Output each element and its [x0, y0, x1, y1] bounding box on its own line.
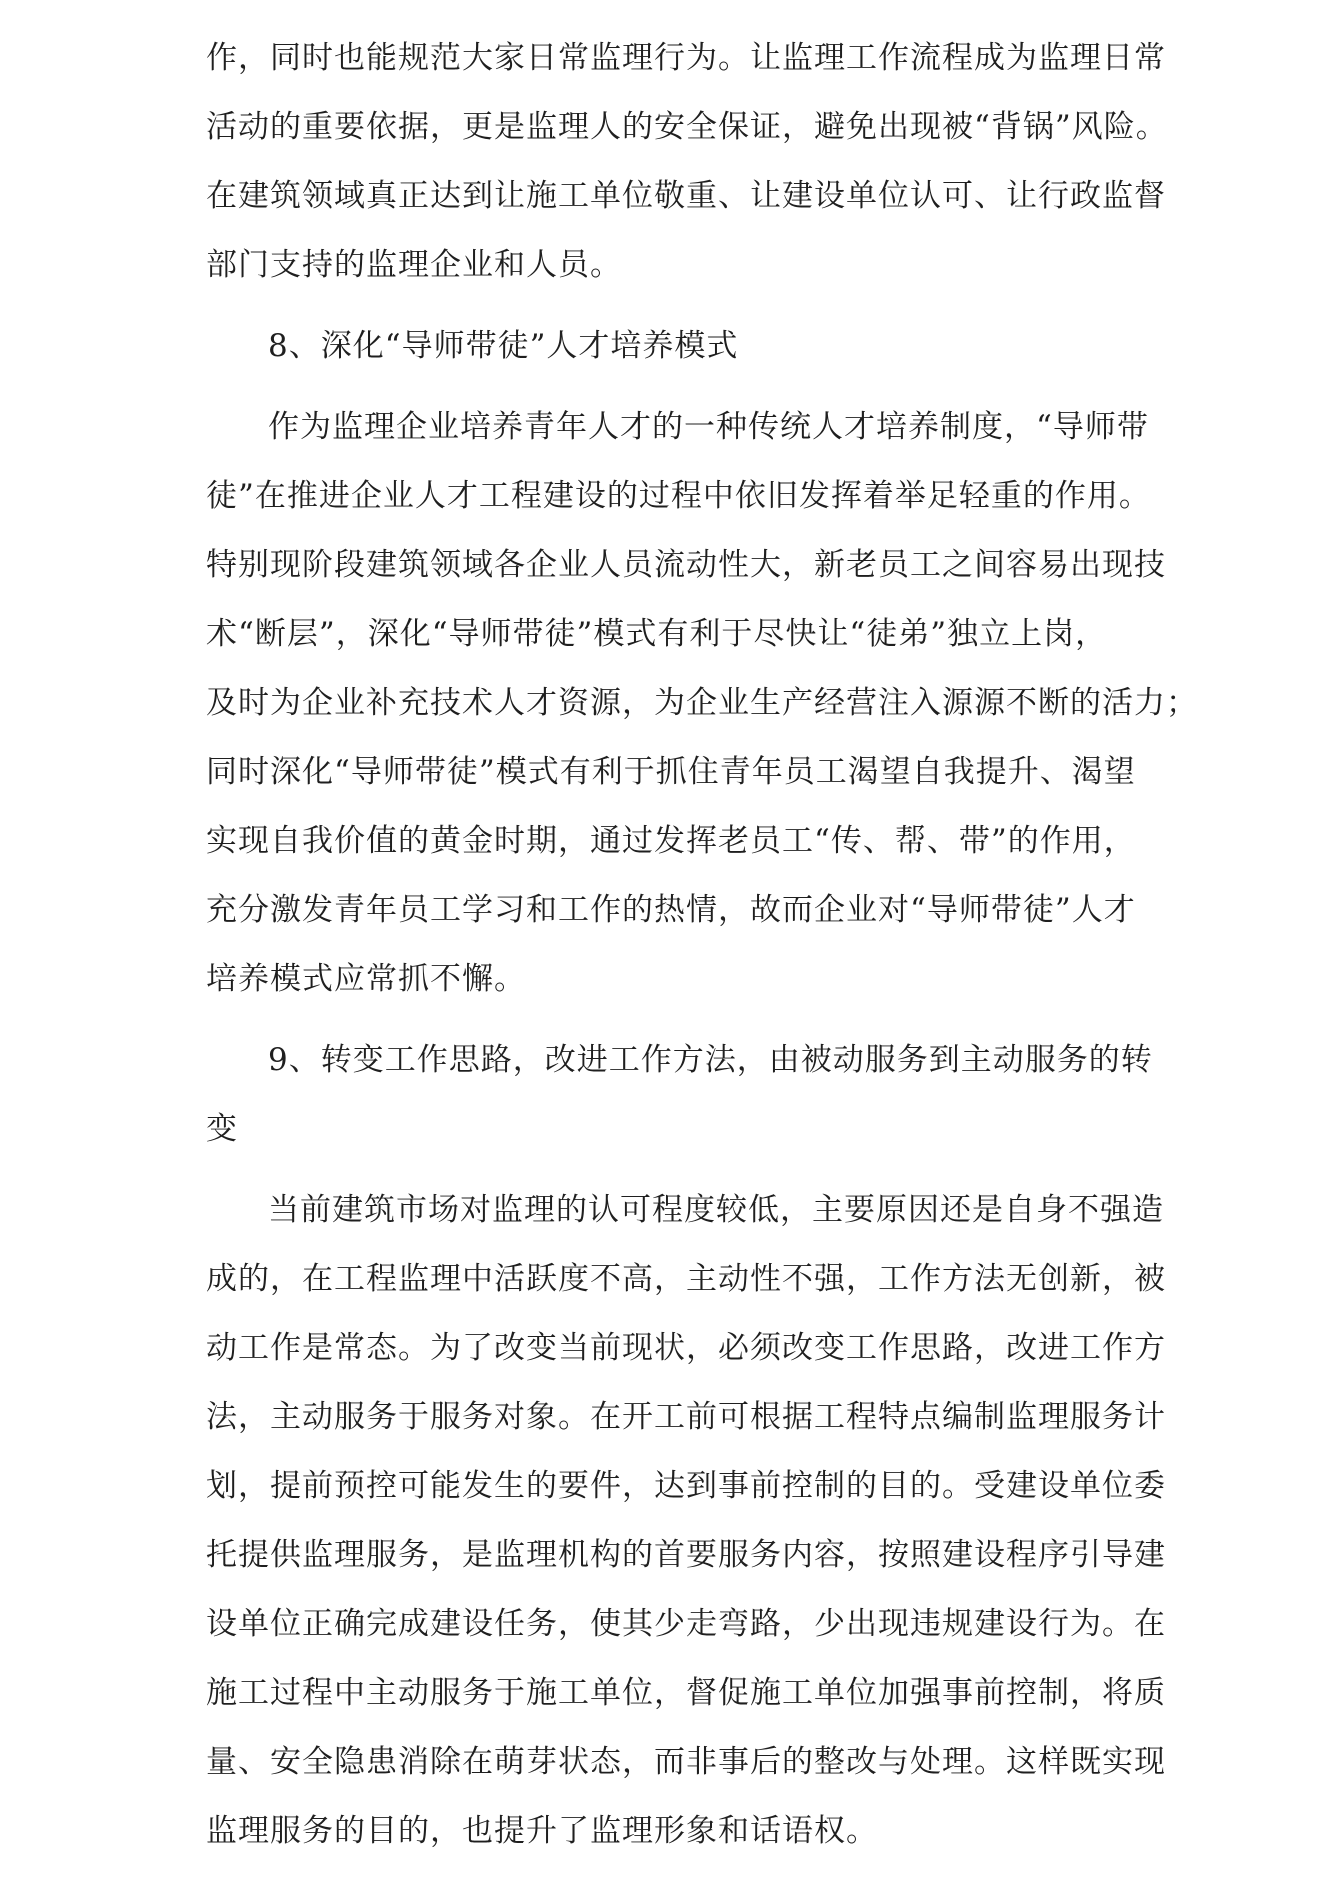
paragraph-start: 作为监理企业培养青年人才的一种传统人才培养制度，“导师带 [268, 409, 1149, 445]
text-line: 托提供监理服务，是监理机构的首要服务内容，按照建设程序引导建 [206, 1537, 1166, 1573]
text-line: 动工作是常态。为了改变当前现状，必须改变工作思路，改进工作方 [206, 1330, 1166, 1366]
text-line: 监理服务的目的，也提升了监理形象和话语权。 [206, 1813, 878, 1849]
text-line: 作，同时也能规范大家日常监理行为。让监理工作流程成为监理日常 [206, 40, 1166, 76]
text-line: 成的，在工程监理中活跃度不高，主动性不强，工作方法无创新，被 [206, 1261, 1166, 1297]
text-line: 术“断层”，深化“导师带徒”模式有利于尽快让“徒弟”独立上岗， [206, 616, 1108, 652]
text-line: 部门支持的监理企业和人员。 [206, 247, 622, 283]
text-line: 法，主动服务于服务对象。在开工前可根据工程特点编制监理服务计 [206, 1399, 1166, 1435]
text-line: 量、安全隐患消除在萌芽状态，而非事后的整改与处理。这样既实现 [206, 1744, 1166, 1780]
text-line: 在建筑领域真正达到让施工单位敬重、让建设单位认可、让行政监督 [206, 178, 1166, 214]
text-line: 培养模式应常抓不懈。 [206, 961, 526, 997]
text-line: 实现自我价值的黄金时期，通过发挥老员工“传、帮、带”的作用， [206, 823, 1136, 859]
text-line: 徒”在推进企业人才工程建设的过程中依旧发挥着举足轻重的作用。 [206, 478, 1151, 514]
section-heading: 8、深化“导师带徒”人才培养模式 [268, 328, 739, 364]
text-line: 特别现阶段建筑领域各企业人员流动性大，新老员工之间容易出现技 [206, 547, 1166, 583]
section-heading: 9、转变工作思路，改进工作方法，由被动服务到主动服务的转 [268, 1042, 1153, 1078]
text-line: 活动的重要依据，更是监理人的安全保证，避免出现被“背锅”风险。 [206, 109, 1168, 145]
text-line: 充分激发青年员工学习和工作的热情，故而企业对“导师带徒”人才 [206, 892, 1136, 928]
text-line: 同时深化“导师带徒”模式有利于抓住青年员工渴望自我提升、渴望 [206, 754, 1136, 790]
text-line: 施工过程中主动服务于施工单位，督促施工单位加强事前控制，将质 [206, 1675, 1166, 1711]
paragraph-start: 当前建筑市场对监理的认可程度较低，主要原因还是自身不强造 [268, 1192, 1164, 1228]
text-line: 划，提前预控可能发生的要件，达到事前控制的目的。受建设单位委 [206, 1468, 1166, 1504]
text-line: 变 [206, 1111, 238, 1147]
text-line: 设单位正确完成建设任务，使其少走弯路，少出现违规建设行为。在 [206, 1606, 1166, 1642]
text-line: 及时为企业补充技术人才资源，为企业生产经营注入源源不断的活力； [206, 685, 1198, 721]
